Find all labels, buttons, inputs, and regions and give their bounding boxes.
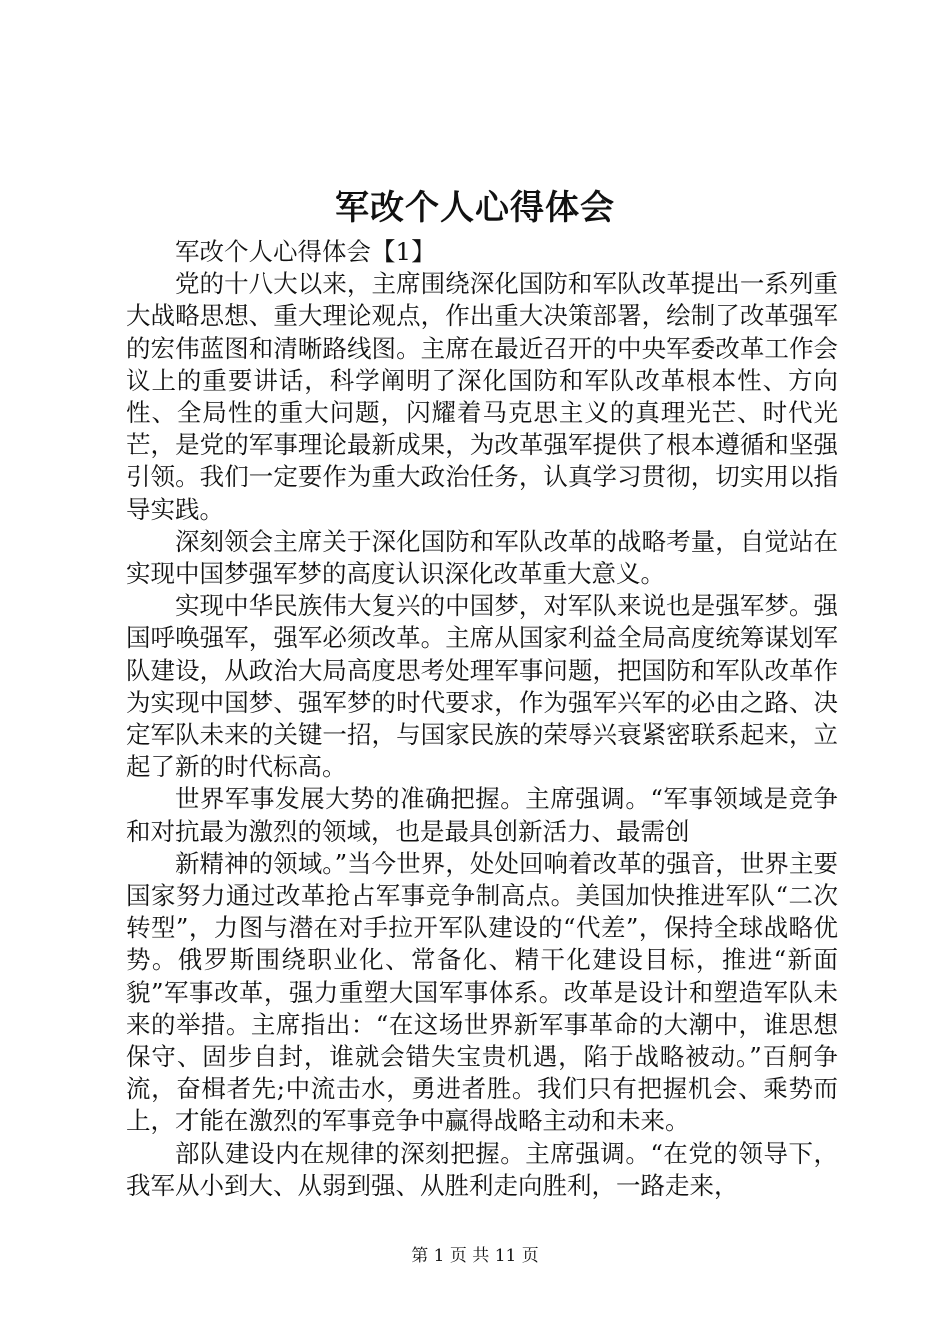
paragraph: 新精神的领域。”当今世界，处处回响着改革的强音，世界主要国家努力通过改革抢占军事竞争制高点。美国加快推进军队“二次转型”，力图与潜在对手拉开军队建设的“代差”，保持全球战略优势。俄罗斯围绕职业化、常备化、精干化建设目标，推进“新面貌”军事改革，强力重塑大国军事体系。改革是设计和塑造军队未来的举措。主席指出：“在这场世界新军事革命的大潮中，谁思想保守、固步自封，谁就会错失宝贵机遇，陷于战略被动。”百舸争流，奋楫者先;中流击水，勇进者胜。我们只有把握机会、乘势而上，才能在激烈的军事竞争中赢得战略主动和未来。 bbox=[126, 848, 838, 1136]
document-title: 军改个人心得体会 bbox=[335, 188, 615, 228]
page-number-footer: 第 1 页 共 11 页 bbox=[411, 1246, 539, 1266]
paragraph: 世界军事发展大势的准确把握。主席强调。“军事领域是竞争和对抗最为激烈的领域，也是最具创新活力、最需创 bbox=[126, 784, 838, 846]
paragraph: 深刻领会主席关于深化国防和军队改革的战略考量，自觉站在实现中国梦强军梦的高度认识深化改革重大意义。 bbox=[126, 526, 838, 589]
paragraph: 部队建设内在规律的深刻把握。主席强调。“在党的领导下，我军从小到大、从弱到强、从胜利走向胜利，一路走来， bbox=[126, 1138, 838, 1200]
paragraph: 实现中华民族伟大复兴的中国梦，对军队来说也是强军梦。强国呼唤强军，强军必须改革。主席从国家利益全局高度统筹谋划军队建设，从政治大局高度思考处理军事问题，把国防和军队改革作为实现中国梦、强军梦的时代要求，作为强军兴军的必由之路、决定军队未来的关键一招，与国家民族的荣辱兴衰紧密联系起来，立起了新的时代标高。 bbox=[126, 591, 838, 782]
paragraph: 党的十八大以来，主席围绕深化国防和军队改革提出一系列重大战略思想、重大理论观点，作出重大决策部署，绘制了改革强军的宏伟蓝图和清晰路线图。主席在最近召开的中央军委改革工作会议上的重要讲话，科学阐明了深化国防和军队改革根本性、方向性、全局性的重大问题，闪耀着马克思主义的真理光芒、时代光芒，是党的军事理论最新成果，为改革强军提供了根本遵循和坚强引领。我们一定要作为重大政治任务，认真学习贯彻，切实用以指导实践。 bbox=[126, 269, 838, 524]
document-body bbox=[126, 236, 838, 1202]
section-heading: 军改个人心得体会【1】 bbox=[175, 237, 436, 266]
